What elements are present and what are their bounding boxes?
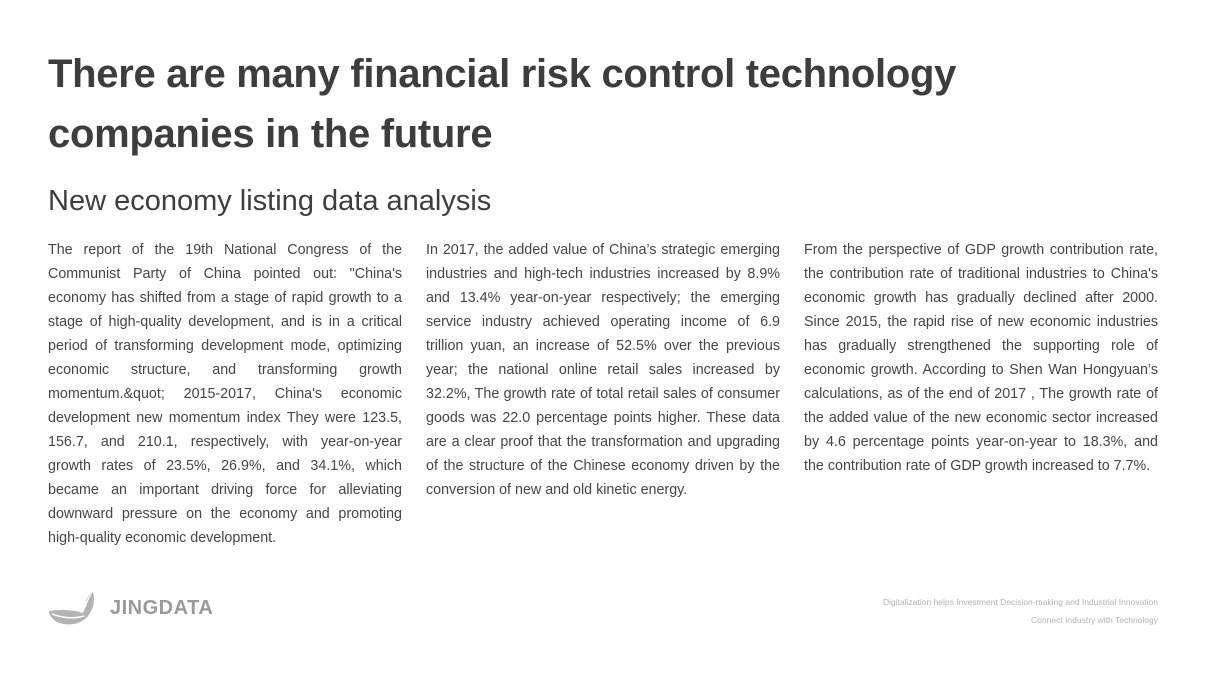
footer-tagline-2: Connect Industry with Technology xyxy=(1031,615,1158,625)
page-subtitle: New economy listing data analysis xyxy=(48,185,492,217)
brand-name: JINGDATA xyxy=(110,596,214,619)
whale-icon xyxy=(48,589,96,627)
text-column-2: In 2017, the added value of China’s strategic emerging industries and high-tech industries increased by 8.9% and 13.4% year-on-year respectively; the emerging service industry achieved operating income of 6.9 trillion yuan, an increase of 52.5% over the previous year; the national online retail sales increased by 32.2%, The growth rate of total retail sales of consumer goods was 22.0 percentage points higher. These data are a clear proof that the transformation and upgrading of the structure of the Chinese economy driven by the conversion of new and old kinetic energy. xyxy=(426,242,780,498)
text-column-1: The report of the 19th National Congress of the Communist Party of China pointed out: "China's economy has shifted from a stage of rapid growth to a stage of high-quality development, and is in a critical period of transforming development mode, optimizing economic structure, and transforming growth momentum.&quot; 2015-2017, China's economic development new momentum index They were 123.5, 156.7, and 210.1, respectively, with year-on-year growth rates of 23.5%, 26.9%, and 34.1%, which became an important driving force for alleviating downward pressure on the economy and promoting high-quality economic development. xyxy=(48,242,402,546)
text-columns xyxy=(48,238,1158,550)
text-column-3: From the perspective of GDP growth contribution rate, the contribution rate of traditional industries to China's economic growth has gradually declined after 2000. Since 2015, the rapid rise of new economic industries has gradually strengthened the supporting role of economic growth. According to Shen Wan Hongyuan’s calculations, as of the end of 2017 , The growth rate of the added value of the new economic sector increased by 4.6 percentage points year-on-year to 18.3%, and the contribution rate of GDP growth increased to 7.7%. xyxy=(804,242,1158,474)
footer-tagline-1: Digitalization helps Investment Decision-making and Industrial Innovation xyxy=(883,597,1158,607)
page-title: There are many financial risk control technology companies in the future xyxy=(48,52,957,156)
footer-logo xyxy=(48,589,213,627)
